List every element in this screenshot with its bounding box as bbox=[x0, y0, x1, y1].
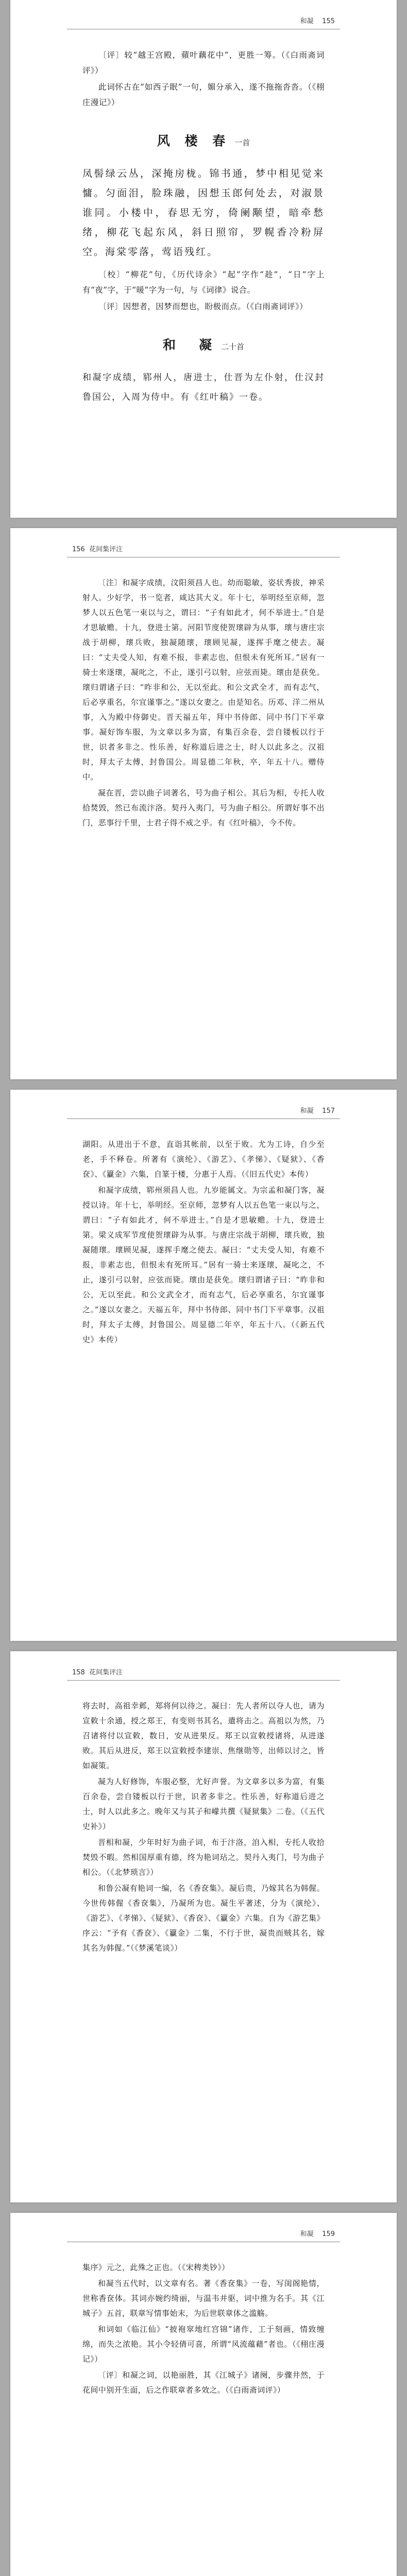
author-title bbox=[82, 335, 325, 353]
page-body bbox=[82, 1137, 325, 1348]
page-159 bbox=[10, 2213, 397, 2576]
running-head: 和凝 bbox=[300, 2230, 314, 2238]
commentary-paragraph: 和凝字成绩，郓州须昌人也。九岁能属文。为宗孟和凝门客，凝授以诗。年十七，举明经。至京师，忽梦有人以五色笔一束以与之，谓曰：“子有如此才，何不举进士。”自是才思敏赡。十九，登进士第。梁义成军节度使贺瓌辟为从事。与唐庄宗战于胡柳，瓌兵败，独凝随瓌。瓌顾见凝，遂挥手麾之使去。凝曰：“丈夫受人知，有难不报，非素志也，但恨未有死所耳。”居有一骑士来逐瓌，凝叱之，不止，遂引弓以射，应弦而毙。瓌由是获免。瓌归谓诸子曰：“昨非和公，无以至此。和公文武全才，而有志气，后必享重名，尔宜谨事之。”遂以女妻之。天福五年，拜中书侍郎、同中书门下平章事。汉祖时，拜太子太傅，封鲁国公。周显德二年卒，年五十八。（《新五代史》本传） bbox=[82, 1185, 325, 1344]
author-name: 和 凝 bbox=[162, 337, 217, 352]
author-poem-count: 二十首 bbox=[221, 342, 245, 351]
commentary-paragraph: 〔评〕因想者，因梦而想也，盼极而点。（《白雨斋词评》） bbox=[98, 302, 308, 311]
page-number: 158 bbox=[72, 1669, 85, 1676]
commentary-paragraph: 〔注〕和凝字成绩，汶阳须昌人也。幼而聪敏，姿状秀拔，神采射人。少好学，书一览者，咸达其大义。年十七，举明经至京师，忽梦人以五色笔一束以与之，谓曰：“子有如此才，何不举进士。”自是才思敏赡。十九，登进士第。河阳节度使贺瓌辟为从事，瓌与唐庄宗战于胡柳，瓌兵败，独凝随瓌，瓌顾见凝，遂挥手麾之使去。凝曰：“丈夫受人知，有难不报，非素志也，但恨未有死所耳。”居有一骑士来逐瓌，凝叱之，不止，遂引弓以射，应弦而毙。瓌由是获免。瓌归谓诸子曰：“昨非和公，无以至此。和公文武全才，而有志气，后必享重名，尔宜谨事之。”遂以女妻之。由是知名。历邓、洋二州从事，入为殿中侍御史。晋天福五年，拜中书侍郎、同中书门下平章事。凝好饰车服，为文章以多为富，有集百余卷，尝自镂板以行于世，识者多非之。性乐善，好称道后进之士，时人以此多之。汉祖时，拜太子太傅，封鲁国公。周显德二年秋，卒，年五十八。赠侍中。 bbox=[82, 578, 325, 782]
collation-note: 〔校〕“柳花”句，《历代诗余》“起”字作“趁”，“日”字上有“夜”字，于“暖”字为一句，与《词律》说合。 bbox=[82, 270, 325, 295]
page-155 bbox=[10, 0, 397, 518]
commentary-paragraph: 此词怀古在“如西子眠”一句，媚分承入，遂不拖拖沓沓。（《栩庄漫记》） bbox=[82, 82, 325, 107]
running-head: 花间集评注 bbox=[89, 546, 123, 553]
commentary-paragraph: 集序》元之，此殊之正也。（《宋稗类钞》） bbox=[82, 2263, 230, 2272]
poem-title bbox=[82, 131, 325, 149]
commentary-paragraph: 和词如《临江仙》“披袍窣地红宫锦”诸作，工于刻画，情致缠绵，而失之浓艳。其小令轻倩可喜，所谓“风流蕴藉”者也。（《栩庄漫记》） bbox=[82, 2325, 325, 2364]
page-header bbox=[72, 1667, 123, 1676]
page-158 bbox=[10, 1651, 397, 2202]
page-number: 159 bbox=[322, 2230, 335, 2238]
header-rule bbox=[67, 1680, 340, 1681]
commentary-paragraph: 晋相和凝，少年时好为曲子词，布于汴洛，洎入相，专托人收拾焚毁不暇。然相国厚重有德，终为艳词玷之。契丹入夷门，号为曲子相公。（《北梦琐言》） bbox=[82, 1838, 325, 1877]
running-head: 和凝 bbox=[300, 18, 314, 25]
page-body bbox=[82, 2260, 325, 2399]
page-header bbox=[300, 15, 335, 25]
page-header bbox=[300, 1105, 335, 1115]
commentary-paragraph: 将去时，高祖幸邺，郑将何以待之。凝曰：先人者所以夺人也，请为宣敕十余通，授之郑王，有变则书其名，遣将击之。高祖以为然，乃召诸将付以宣敕，数日，安从进果反。郑王以宣敕授诸将，从进遂败。其后从进反，郑王以宣敕授李建崇、焦继勋等，出师以讨之，皆如凝策。 bbox=[82, 1701, 325, 1770]
poem-count: 一首 bbox=[234, 138, 250, 147]
commentary-paragraph: 〔评〕和凝之词，以艳丽胜，其《江城子》诸阕，步骤井然，于花间中别开生面，后之作联章者多效之。（《白雨斋词评》） bbox=[82, 2370, 325, 2395]
page-body bbox=[82, 575, 325, 832]
author-bio: 和凝字成绩，郓州人，唐进士，仕晋为左仆射，仕汉封鲁国公，入周为侍中。有《红叶稿》一卷。 bbox=[82, 372, 325, 402]
commentary-paragraph: 和凝当五代时，以文章有名。著《香奁集》一卷，写闺阁艳情，世称香奁体。其词亦婉约绮丽，与温韦并驱，词中推为名手。其《江城子》五首，联章写情事始末，为后世联章体之滥觞。 bbox=[82, 2279, 325, 2318]
running-head: 花间集评注 bbox=[89, 1669, 123, 1676]
commentary-paragraph: 湖阳。从进出于不意，直诣其帐前，以至于败。尤为工诗，自少至老，手不释卷。所著有《演纶》、《游艺》、《孝悌》、《疑狱》、《香奁》、《籯金》六集，自篆于楼，分惠于人焉。（《旧五代史》本传） bbox=[82, 1140, 325, 1179]
running-head: 和凝 bbox=[300, 1107, 314, 1115]
commentary-paragraph: 凝为人好修饰，车服必整，尤好声誉。为文章多以多为富，有集百余卷，尝自镂板以行于世，识者多非之。性乐善，好称道后进之士，时人以此多之。晚年又与其子和㠓共撰《疑狱集》二卷。（《五代史补》） bbox=[82, 1777, 325, 1831]
poem-text: 凤髻绿云丛，深掩房栊。锦书通，梦中相见觉来慵。匀面泪，脸珠融，因想玉郎何处去，对淑景谁同。小楼中，春思无穷，倚阑颙望，暗牵愁绪，柳花飞起东风，斜日照帘，罗幌香冷粉屏空。海棠零落，莺语残红。 bbox=[82, 168, 325, 258]
page-number: 157 bbox=[322, 1107, 335, 1115]
poem-title-text: 风 楼 春 bbox=[157, 133, 231, 148]
page-number: 155 bbox=[322, 18, 335, 25]
page-body bbox=[82, 47, 325, 412]
page-number: 156 bbox=[72, 546, 85, 553]
commentary-paragraph: 凝在晋，尝以曲子词著名，号为曲子相公。其后为相，专托人收拾焚毁，然已布流汴洛。契丹入夷门，号为曲子相公。所谓好事不出门，恶事行千里，士君子得不戒之乎。有《红叶稿》，今不传。 bbox=[82, 788, 325, 827]
page-header bbox=[72, 544, 123, 553]
commentary-paragraph: 〔评〕较“越王宫殿，蘋叶藕花中”，更胜一筹。（《白雨斋词评》） bbox=[82, 50, 325, 75]
page-header bbox=[300, 2228, 335, 2238]
commentary-paragraph: 和鲁公凝有艳词一编，名《香奁集》。凝后贵，乃嫁其名为韩偓。今世传韩偓《香奁集》，乃凝所为也。凝生平著述，分为《演纶》、《游艺》、《孝悌》、《疑狱》、《香奁》、《籯金》六集。自为《游艺集》序云：“予有《香奁》、《籯金》二集，不行于世，凝贵而贼其名，嫁其名为韩偓。”（《梦溪笔谈》） bbox=[82, 1884, 325, 1953]
header-rule bbox=[67, 1118, 340, 1119]
page-body bbox=[82, 1699, 325, 1957]
page-156 bbox=[10, 528, 397, 1079]
page-157 bbox=[10, 1090, 397, 1641]
